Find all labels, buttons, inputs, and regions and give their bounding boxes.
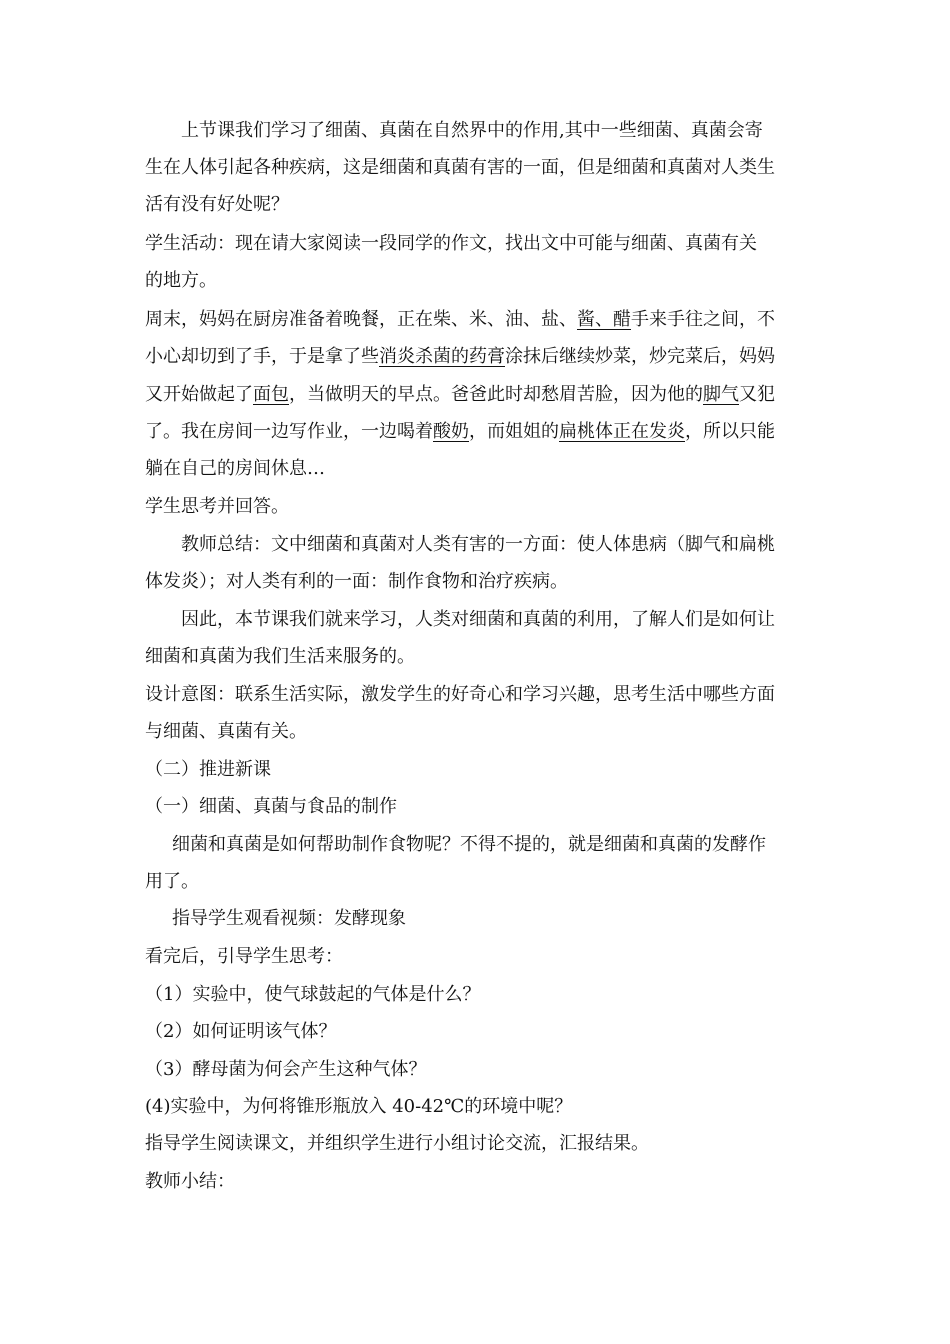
- question-item: （1）实验中，使气球鼓起的气体是什么？: [145, 984, 481, 1005]
- text-line: 指导学生观看视频：发酵现象: [172, 908, 406, 929]
- question-item: （2）如何证明该气体？: [145, 1021, 337, 1042]
- text-line: 用了。: [145, 871, 199, 892]
- text-line: 看完后，引导学生思考：: [145, 946, 343, 967]
- text-line: 细菌和真菌是如何帮助制作食物呢？不得不提的，就是细菌和真菌的发酵作: [172, 834, 766, 855]
- text-line: 因此，本节课我们就来学习，人类对细菌和真菌的利用，了解人们是如何让: [181, 609, 775, 630]
- text-line: 周末，妈妈在厨房准备着晚餐，正在柴、米、油、盐、酱、醋手来手往之间，不: [145, 309, 775, 330]
- text-line: 生在人体引起各种疾病，这是细菌和真菌有害的一面，但是细菌和真菌对人类生: [145, 157, 775, 178]
- text-line: 了。我在房间一边写作业，一边喝着酸奶，而姐姐的扁桃体正在发炎，所以只能: [145, 421, 775, 442]
- text-line: 教师小结：: [145, 1171, 235, 1192]
- text-line: 设计意图：联系生活实际，激发学生的好奇心和学习兴趣，思考生活中哪些方面: [145, 684, 775, 705]
- text-line: 小心却切到了手，于是拿了些消炎杀菌的药膏涂抹后继续炒菜，炒完菜后，妈妈: [145, 346, 775, 367]
- question-item: (4)实验中，为何将锥形瓶放入 40-42℃的环境中呢？: [145, 1096, 573, 1117]
- text-line: 上节课我们学习了细菌、真菌在自然界中的作用,其中一些细菌、真菌会寄: [181, 120, 763, 141]
- underlined-phrase: 面包: [253, 384, 289, 405]
- text-line: 学生思考并回答。: [145, 496, 289, 517]
- section-heading: （二）推进新课: [145, 759, 271, 780]
- question-item: （3）酵母菌为何会产生这种气体？: [145, 1059, 427, 1080]
- text-line: 与细菌、真菌有关。: [145, 721, 307, 742]
- text-line: 教师总结：文中细菌和真菌对人类有害的一方面：使人体患病（脚气和扁桃: [181, 534, 775, 555]
- underlined-phrase: 消炎杀菌的药膏: [379, 346, 505, 367]
- underlined-phrase: 酱、醋: [577, 309, 631, 330]
- text-line: 的地方。: [145, 270, 217, 291]
- text-line: 又开始做起了面包，当做明天的早点。爸爸此时却愁眉苦脸，因为他的脚气又犯: [145, 384, 775, 405]
- underlined-phrase: 扁桃体正在发炎: [559, 421, 685, 442]
- text-line: 学生活动：现在请大家阅读一段同学的作文，找出文中可能与细菌、真菌有关: [145, 233, 757, 254]
- section-heading: （一）细菌、真菌与食品的制作: [145, 796, 397, 817]
- text-line: 细菌和真菌为我们生活来服务的。: [145, 646, 415, 667]
- underlined-phrase: 脚气: [703, 384, 739, 405]
- text-line: 躺在自己的房间休息…: [145, 458, 325, 479]
- text-line: 活有没有好处呢？: [145, 194, 289, 215]
- text-line: 指导学生阅读课文，并组织学生进行小组讨论交流，汇报结果。: [145, 1133, 649, 1154]
- text-line: 体发炎）；对人类有利的一面：制作食物和治疗疾病。: [145, 571, 568, 592]
- underlined-phrase: 酸奶: [433, 421, 469, 442]
